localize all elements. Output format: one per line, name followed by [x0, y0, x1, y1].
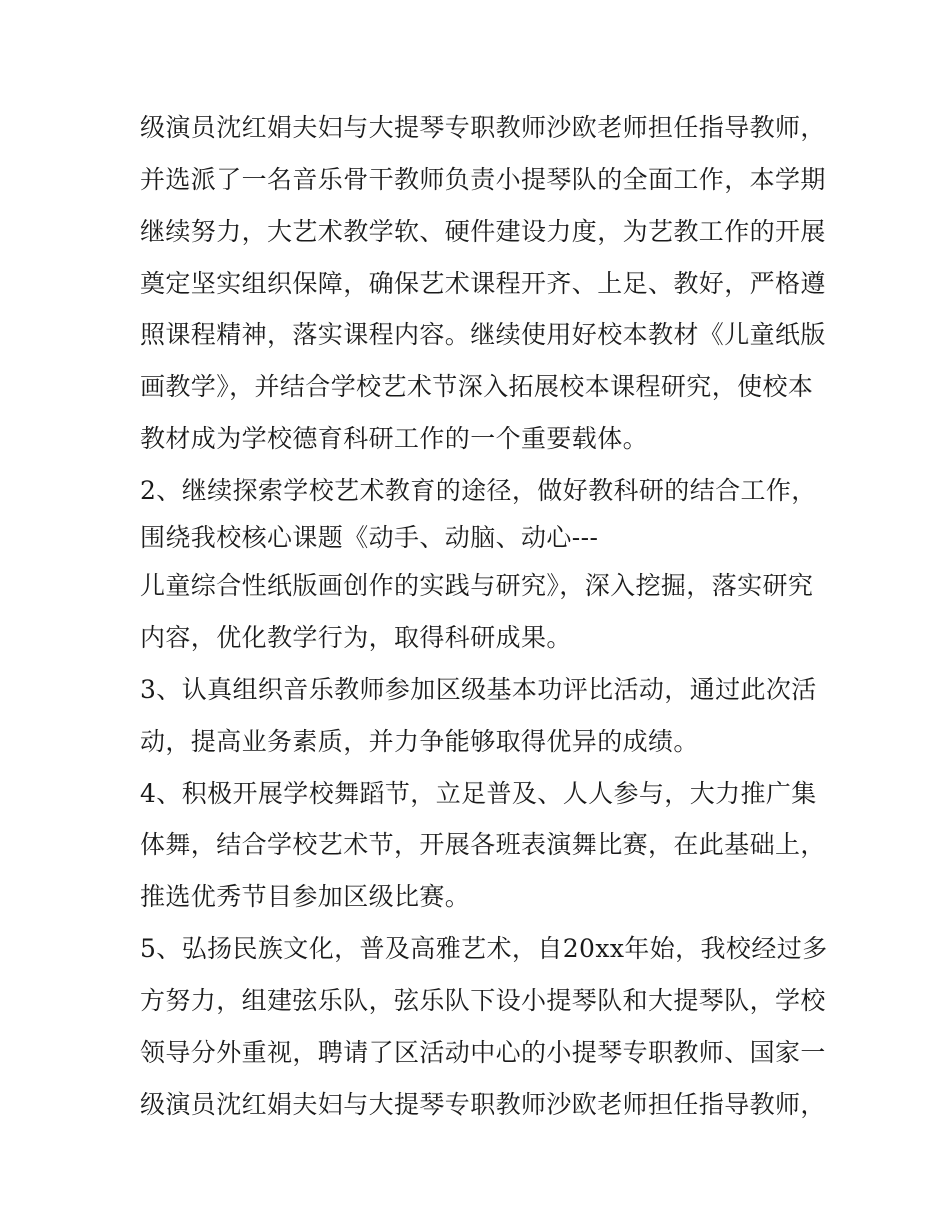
list-item-5: 5、弘扬民族文化，普及高雅艺术，自20xx年始，我校经过多 [140, 934, 828, 963]
text-line: 教材成为学校德育科研工作的一个重要载体。 [140, 424, 649, 453]
text-line: 内容，优化教学行为，取得科研成果。 [140, 623, 572, 652]
list-item-2: 2、继续探索学校艺术教育的途径，做好教科研的结合工作， [140, 476, 817, 505]
text-line: 推选优秀节目参加区级比赛。 [140, 882, 471, 911]
text-line: 级演员沈红娟夫妇与大提琴专职教师沙欧老师担任指导教师， [140, 113, 826, 142]
text-line: 照课程精神，落实课程内容。继续使用好校本教材《儿童纸版 [140, 320, 826, 349]
text-line: 体舞，结合学校艺术节，开展各班表演舞比赛，在此基础上， [140, 830, 826, 859]
text-line: 奠定坚实组织保障，确保艺术课程开齐、上足、教好，严格遵 [140, 269, 826, 298]
text-line: 级演员沈红娟夫妇与大提琴专职教师沙欧老师担任指导教师， [140, 1090, 826, 1119]
text-line: 围绕我校核心课题《动手、动脑、动心--- [140, 523, 599, 552]
text-line: 并选派了一名音乐骨干教师负责小提琴队的全面工作，本学期 [140, 165, 826, 194]
text-line: 画教学》，并结合学校艺术节深入拓展校本课程研究，使校本 [140, 372, 814, 401]
text-line: 方努力，组建弦乐队，弦乐队下设小提琴队和大提琴队，学校 [140, 986, 826, 1015]
text-line: 领导分外重视，聘请了区活动中心的小提琴专职教师、国家一 [140, 1038, 826, 1067]
list-item-3: 3、认真组织音乐教师参加区级基本功评比活动，通过此次活 [140, 675, 817, 704]
list-item-4: 4、积极开展学校舞蹈节，立足普及、人人参与，大力推广集 [140, 779, 817, 808]
text-line: 动，提高业务素质，并力争能够取得优异的成绩。 [140, 727, 699, 756]
text-line: 继续努力，大艺术教学软、硬件建设力度，为艺教工作的开展 [140, 217, 826, 246]
text-line: 儿童综合性纸版画创作的实践与研究》，深入挖掘，落实研究 [140, 571, 814, 600]
